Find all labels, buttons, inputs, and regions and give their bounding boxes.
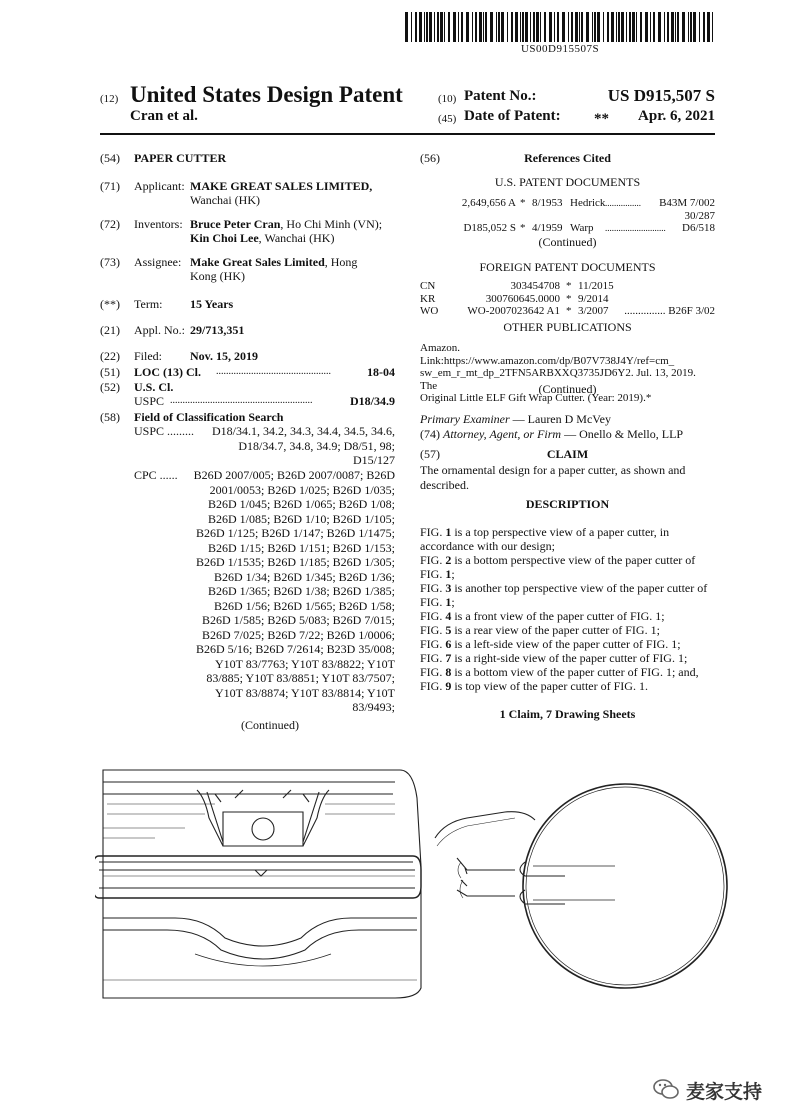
uspc-label: USPC <box>134 394 165 408</box>
term-label: Term: <box>134 297 163 311</box>
description-post: is a front view of the paper cutter of FIG. 1; <box>451 609 665 623</box>
us-doc-star: * <box>520 197 526 209</box>
description-num: 8 <box>445 665 452 679</box>
description-line <box>420 581 715 595</box>
field-code: (58) <box>100 410 120 424</box>
barcode-bar <box>496 12 497 42</box>
description-line <box>420 553 715 567</box>
us-doc-date: 4/1959 <box>532 222 563 234</box>
description-post: is another top perspective view of the paper cutter of <box>451 581 708 595</box>
description-post: is a left-side view of the paper cutter of FIG. 1; <box>451 637 681 651</box>
cutter-ring-drawing <box>435 784 727 988</box>
patent-label: Patent No.: <box>464 88 537 104</box>
description-post: is a bottom perspective view of the paper cutter of <box>451 553 696 567</box>
barcode-bar <box>664 12 665 42</box>
barcode-bar <box>415 12 417 42</box>
barcode-bar <box>586 12 589 42</box>
barcode-bar <box>621 12 624 42</box>
cutter-body-drawing <box>95 770 421 998</box>
us-doc-date: 8/1953 <box>532 197 563 209</box>
barcode-bar <box>688 12 689 42</box>
cpc-label: CPC ...... <box>134 468 178 482</box>
description-num: 9 <box>445 679 452 693</box>
cpc-block <box>100 468 400 718</box>
primary-examiner <box>420 412 715 427</box>
barcode-bar <box>607 12 609 42</box>
field-72 <box>100 217 400 255</box>
assignee-label: Assignee: <box>134 255 182 269</box>
barcode-bar <box>645 12 648 42</box>
description-pre: FIG. <box>420 609 446 623</box>
description-line <box>420 609 715 623</box>
barcode-bar <box>448 12 450 42</box>
field-71 <box>100 179 400 217</box>
cpc-line: 2001/0053; B26D 1/025; B26D 1/035; <box>209 482 395 497</box>
us-doc-num: 2,649,656 A <box>461 197 516 209</box>
us-docs-list <box>420 197 715 235</box>
field-code: (74) <box>420 427 440 441</box>
cpc-line: B26D 1/585; B26D 5/083; B26D 7/015; <box>201 613 395 627</box>
description-line <box>420 651 715 665</box>
us-doc-row <box>420 210 715 223</box>
leader-dots: .............................................. <box>216 366 331 377</box>
term-value: 15 Years <box>190 297 234 311</box>
claim-line: The ornamental design for a paper cutter, as shown and <box>420 463 686 477</box>
barcode-bar <box>466 12 469 42</box>
left-column <box>100 151 400 733</box>
applicant-name: MAKE GREAT SALES LIMITED, <box>190 179 373 193</box>
description-pre: accordance with our design; <box>420 539 555 553</box>
description-num: 3 <box>445 581 452 595</box>
barcode-bar <box>611 12 614 42</box>
barcode-bar <box>571 12 573 42</box>
barcode-bar <box>658 12 661 42</box>
cpc-line: B26D 1/125; B26D 1/147; B26D 1/1475; <box>195 526 395 540</box>
barcode-bar <box>479 12 482 42</box>
applicant-label: Applicant: <box>134 179 185 193</box>
barcode-bar <box>411 12 412 42</box>
foreign-doc-date: 11/2015 <box>578 280 614 292</box>
barcode-bar <box>525 12 528 42</box>
claims-sheets: 1 Claim, 7 Drawing Sheets <box>499 707 636 721</box>
barcode-bar <box>653 12 655 42</box>
description-line <box>420 595 715 609</box>
field-term <box>100 293 400 323</box>
field-code: (21) <box>100 323 120 337</box>
barcode-bar <box>498 12 500 42</box>
uspc-line: D15/127 <box>353 453 395 467</box>
cpc-line: 83/9493; <box>352 700 395 714</box>
assignee-name: Make Great Sales Limited, Hong <box>190 255 358 269</box>
barcode-bar <box>540 12 541 42</box>
description-line <box>420 637 715 651</box>
barcode-bar <box>690 12 692 42</box>
us-doc-row <box>420 197 715 210</box>
barcode-bar <box>405 12 408 42</box>
date-value: Apr. 6, 2021 <box>638 108 715 124</box>
barcode-bar <box>472 12 473 42</box>
barcode-bar <box>671 12 674 42</box>
barcode-bar <box>419 12 422 42</box>
barcode-bar <box>677 12 679 42</box>
barcode-bar <box>485 12 487 42</box>
us-continued: (Continued) <box>538 235 597 249</box>
us-doc-cls: B43M 7/002 <box>659 197 715 209</box>
description-line <box>420 539 715 553</box>
foreign-docs-title: FOREIGN PATENT DOCUMENTS <box>479 260 656 274</box>
barcode-bar <box>501 12 504 42</box>
inventors-label: Inventors: <box>134 217 183 231</box>
barcode-bar <box>549 12 552 42</box>
barcode-bar <box>667 12 669 42</box>
barcode-bar <box>458 12 459 42</box>
barcode-bar <box>616 12 617 42</box>
inventor-2: Kin Choi Lee, Wanchai (HK) <box>190 231 335 245</box>
barcode-bar <box>640 12 642 42</box>
barcode-bar <box>461 12 463 42</box>
description-post: ; <box>451 595 455 609</box>
applicant-location: Wanchai (HK) <box>190 193 261 207</box>
us-doc-name: Warp <box>570 222 594 234</box>
description-pre: FIG. <box>420 679 446 693</box>
appl-no-label: Appl. No.: <box>134 323 185 337</box>
description-num: 1 <box>445 525 452 539</box>
field-52 <box>100 380 400 410</box>
barcode-icon <box>405 12 715 42</box>
barcode-bar <box>712 12 713 42</box>
cpc-line: Y10T 83/7763; Y10T 83/8822; Y10T <box>215 656 395 671</box>
barcode-bar <box>554 12 555 42</box>
examiner-value: — Lauren D McVey <box>512 412 611 426</box>
barcode-bar <box>597 12 600 42</box>
description-pre: FIG. <box>420 581 446 595</box>
document-title: United States Design Patent <box>130 82 403 107</box>
field-58 <box>100 410 400 424</box>
field-21 <box>100 323 400 349</box>
cpc-line: B26D 7/025; B26D 7/22; B26D 1/0006; <box>201 627 395 642</box>
barcode-bar <box>568 12 569 42</box>
description-num: 1 <box>445 595 452 609</box>
barcode-bar <box>424 12 425 42</box>
barcode-bar <box>594 12 596 42</box>
field-code: (72) <box>100 217 120 231</box>
description-post: is top view of the paper cutter of FIG. 1. <box>451 679 648 693</box>
description-pre: FIG. <box>420 553 446 567</box>
foreign-doc-country: WO <box>420 305 439 317</box>
field-code: (**) <box>100 297 120 311</box>
description-text <box>420 525 715 707</box>
cpc-line: Y10T 83/8874; Y10T 83/8814; Y10T <box>215 685 395 700</box>
attorney-label: Attorney, Agent, or Firm <box>443 427 562 441</box>
description-num: 6 <box>445 637 452 651</box>
filed-label: Filed: <box>134 349 163 363</box>
field-search-label: Field of Classification Search <box>134 410 284 424</box>
watermark-text: 麦家支持 <box>686 1081 763 1103</box>
inventor-short: Cran et al. <box>130 108 198 124</box>
field-code: (57) <box>420 447 440 461</box>
barcode-bar <box>520 12 521 42</box>
description-line <box>420 567 715 581</box>
description-pre: FIG. <box>420 637 446 651</box>
cpc-line: B26D 1/085; B26D 1/10; B26D 1/105; <box>207 511 395 526</box>
field-22 <box>100 349 400 365</box>
wechat-logo-icon <box>652 1077 680 1101</box>
barcode-bar <box>703 12 705 42</box>
us-doc-cls: D6/518 <box>682 222 715 234</box>
field-code: (52) <box>100 380 120 394</box>
examiner-label: Primary Examiner <box>420 412 510 426</box>
description-num: 7 <box>445 651 452 665</box>
appl-no-value: 29/713,351 <box>190 323 245 337</box>
uspc-search-label: USPC ......... <box>134 424 195 438</box>
foreign-doc-star: * <box>566 292 572 305</box>
us-doc-name: Hedrick <box>570 197 606 209</box>
foreign-doc-row <box>420 280 715 293</box>
us-doc-dots: ................ <box>605 198 641 208</box>
field-56 <box>420 151 715 175</box>
foreign-doc-num: 300760645.0000 <box>485 292 560 305</box>
field-code: (54) <box>100 151 120 165</box>
field-code: (73) <box>100 255 120 269</box>
barcode-bar <box>437 12 439 42</box>
barcode-bar <box>511 12 513 42</box>
field-code: (22) <box>100 349 120 363</box>
loc-label: LOC (13) Cl. <box>134 365 201 379</box>
barcode-bar <box>592 12 593 42</box>
foreign-doc-row <box>420 305 715 318</box>
foreign-doc-country: CN <box>420 280 436 292</box>
description-post: is a rear view of the paper cutter of FIG. 1; <box>451 623 660 637</box>
cpc-line: B26D 1/365; B26D 1/38; B26D 1/385; <box>207 584 395 598</box>
cpc-line: B26D 1/045; B26D 1/065; B26D 1/08; <box>207 497 395 511</box>
other-pub-line: sw_em_r_mt_dp_2TFN5ARBXXQ3735JD6Y2. Jul. 13, 2019. The <box>420 367 696 392</box>
field-code: (56) <box>420 151 440 165</box>
barcode-bar <box>536 12 539 42</box>
barcode-bar <box>575 12 578 42</box>
description-num: 1 <box>445 567 452 581</box>
right-column <box>420 151 715 722</box>
claim-title: CLAIM <box>546 447 589 461</box>
foreign-doc-num: WO-2007023642 A1 <box>467 305 560 317</box>
description-line <box>420 665 715 679</box>
description-pre: FIG. <box>420 623 446 637</box>
paper-cutter-drawing <box>95 758 735 1008</box>
description-line <box>420 525 715 539</box>
description-pre: FIG. <box>420 567 446 581</box>
foreign-doc-cls: ............... B26F 3/02 <box>624 305 715 317</box>
attorney-value: — Onello & Mello, LLP <box>564 427 684 441</box>
us-doc-star: * <box>520 222 526 234</box>
field-code: (51) <box>100 365 120 379</box>
type-code: (12) <box>100 93 119 105</box>
us-cl-value: D18/34.9 <box>350 394 395 408</box>
uspc-line: D18/34.7, 34.8, 34.9; D8/51, 98; <box>238 438 395 453</box>
cpc-line: B26D 1/15; B26D 1/151; B26D 1/153; <box>207 540 395 555</box>
barcode-bar <box>693 12 696 42</box>
foreign-doc-country: KR <box>420 292 436 305</box>
other-pubs-title: OTHER PUBLICATIONS <box>503 320 632 334</box>
description-pre: FIG. <box>420 595 446 609</box>
cpc-line: B26D 2007/005; B26D 2007/0087; B26D <box>193 468 395 482</box>
barcode-bar <box>707 12 710 42</box>
description-num: 4 <box>445 609 452 623</box>
description-pre: FIG. <box>420 525 446 539</box>
barcode-bar <box>515 12 518 42</box>
loc-value: 18-04 <box>367 365 395 379</box>
cpc-lines <box>180 468 395 715</box>
barcode-bar <box>533 12 535 42</box>
description-post: is a bottom view of the paper cutter of FIG. 1; and, <box>451 665 699 679</box>
barcode-bar <box>434 12 435 42</box>
references-title: References Cited <box>524 151 611 165</box>
description-num: 5 <box>445 623 452 637</box>
uspc-line: D18/34.1, 34.2, 34.3, 34.4, 34.5, 34.6, <box>212 424 395 438</box>
barcode-bar <box>444 12 445 42</box>
description-pre: FIG. <box>420 651 446 665</box>
us-docs-title: U.S. PATENT DOCUMENTS <box>494 175 641 189</box>
leader-dots: ......................................................... <box>170 395 313 406</box>
barcode-bar <box>426 12 428 42</box>
cpc-line: B26D 5/16; B26D 7/2614; B23D 35/008; <box>195 642 395 656</box>
barcode-bar <box>530 12 531 42</box>
field-74 <box>420 427 715 447</box>
barcode-bar <box>483 12 484 42</box>
field-73 <box>100 255 400 293</box>
description-post: is a top perspective view of a paper cutter, in <box>451 525 670 539</box>
barcode-bar <box>429 12 432 42</box>
other-pub-line: Amazon. Link:https://www.amazon.com/dp/B07V738J4Y/ref=cm_ <box>420 342 675 367</box>
description-line <box>420 679 715 693</box>
barcode-bar <box>522 12 524 42</box>
barcode-bar <box>579 12 580 42</box>
cpc-line: B26D 1/1535; B26D 1/185; B26D 1/305; <box>195 555 395 569</box>
cpc-line: B26D 1/34; B26D 1/345; B26D 1/36; <box>213 569 395 584</box>
other-pub-line: Original Little ELF Gift Wrap Cutter. (Year: 2019).* <box>420 392 652 404</box>
barcode-bar <box>453 12 456 42</box>
foreign-doc-star: * <box>566 280 572 292</box>
description-pre: FIG. <box>420 665 446 679</box>
invention-title: PAPER CUTTER <box>134 151 227 165</box>
header-rule <box>100 133 715 135</box>
other-continued: (Continued) <box>538 382 597 396</box>
foreign-doc-date: 9/2014 <box>578 292 609 305</box>
field-54 <box>100 151 400 179</box>
foreign-doc-star: * <box>566 305 572 317</box>
date-label: Date of Patent: <box>464 108 561 124</box>
barcode-number: US00D915507S <box>520 43 600 55</box>
description-title: DESCRIPTION <box>525 497 610 511</box>
us-doc-cls: 30/287 <box>684 209 715 222</box>
barcode-bar <box>629 12 631 42</box>
us-doc-dots: ........................... <box>605 223 666 233</box>
us-doc-num: D185,052 S <box>463 222 516 234</box>
barcode-bar <box>632 12 635 42</box>
foreign-doc-num: 303454708 <box>510 280 560 292</box>
barcode-bar <box>507 12 508 42</box>
barcode-bar <box>636 12 637 42</box>
barcode-bar <box>581 12 583 42</box>
barcode-bar <box>603 12 604 42</box>
claim-line: described. <box>420 477 469 492</box>
assignee-location: Kong (HK) <box>190 269 245 283</box>
barcode-bar <box>682 12 685 42</box>
barcode-bar <box>562 12 565 42</box>
barcode-bar <box>490 12 493 42</box>
barcode-bar <box>675 12 676 42</box>
watermark <box>652 1075 782 1103</box>
filed-value: Nov. 15, 2019 <box>190 349 259 363</box>
uspc-block <box>100 424 400 468</box>
barcode-bar <box>544 12 546 42</box>
barcode-bar <box>699 12 700 42</box>
us-cl-label: U.S. Cl. <box>134 380 174 394</box>
barcode-bar <box>650 12 651 42</box>
foreign-doc-date: 3/2007 <box>578 305 609 317</box>
barcode-bar <box>618 12 620 42</box>
foreign-docs-list <box>420 280 715 320</box>
field-code: (71) <box>100 179 120 193</box>
cpc-line: 83/885; Y10T 83/8851; Y10T 83/7507; <box>206 671 395 685</box>
barcode-bar <box>626 12 627 42</box>
date-code: (45) <box>438 113 457 125</box>
description-num: 2 <box>445 553 452 567</box>
field-57 <box>420 447 715 463</box>
left-continued: (Continued) <box>241 718 299 732</box>
inventor-1: Bruce Peter Cran, Ho Chi Minh (VN); <box>190 217 383 231</box>
cpc-line: B26D 1/56; B26D 1/565; B26D 1/58; <box>213 598 395 613</box>
description-post: ; <box>451 567 455 581</box>
field-51 <box>100 365 400 380</box>
uspc-lines <box>200 424 395 468</box>
date-stars: ** <box>594 111 609 127</box>
description-line <box>420 623 715 637</box>
barcode-bar <box>440 12 443 42</box>
patent-number: US D915,507 S <box>607 86 715 105</box>
barcode-bar <box>557 12 559 42</box>
description-post: is a right-side view of the paper cutter of FIG. 1; <box>451 651 688 665</box>
claim-text <box>420 463 715 497</box>
us-doc-row <box>420 222 715 235</box>
foreign-doc-row <box>420 293 715 306</box>
barcode-bar <box>475 12 477 42</box>
patent-code: (10) <box>438 93 457 105</box>
